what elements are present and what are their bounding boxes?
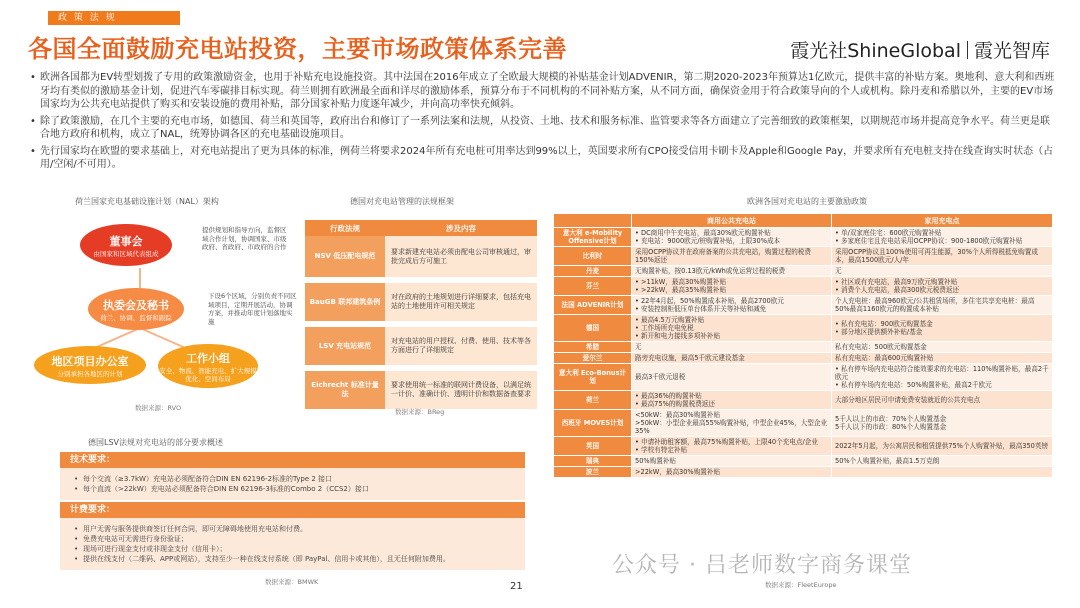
nal-executive-title: 执委会及秘书 bbox=[103, 298, 169, 312]
lsv-pay-item: • 免费充电站可无需进行身份验证； bbox=[74, 534, 511, 544]
eu-home-policy: 采用OCPP协议且100%使用可再生能源，30%个人所得税抵免购置成本，最高1500欧元/人/年 bbox=[832, 247, 1053, 266]
eu-country: 荷兰 bbox=[554, 391, 632, 410]
eu-country: 意大利 Eco-Bonus计划 bbox=[554, 364, 632, 391]
eu-home-policy: • 单/双家庭住宅：600欧元购置补贴 • 多家庭住宅且充电站采用OCPP协议：900-1800欧元购置补贴 bbox=[832, 228, 1053, 247]
eu-table-row bbox=[554, 228, 1053, 247]
nal-board-title: 董事会 bbox=[109, 234, 143, 248]
nal-executive-sub: 荷兰、协调、监督和跟踪 bbox=[100, 313, 172, 322]
eu-commercial-policy: >22kW，最高30%购置补贴 bbox=[632, 467, 832, 478]
eu-home-policy: 无 bbox=[832, 266, 1053, 277]
lsv-tech-item: • 每个交流（≥3.7kW）充电站必须配备符合DIN EN 62196-2标准的Type 2 接口 bbox=[74, 474, 511, 484]
eu-country: 比利时 bbox=[554, 247, 632, 266]
eu-home-policy: 2022年5月起，为公寓居民和租赁提供75%个人购置补贴，最高350英镑 bbox=[832, 437, 1053, 456]
eu-commercial-policy: 无购置补贴，按0.13欧元/kWh或免运营过程的税费 bbox=[632, 266, 832, 277]
eu-commercial-policy: 路旁充电设施，最高5千欧元建设基金 bbox=[632, 353, 832, 364]
eu-country: 希腊 bbox=[554, 342, 632, 353]
eu-header-home: 家用充电点 bbox=[832, 214, 1053, 228]
eu-header-commercial: 商用公共充电站 bbox=[632, 214, 832, 228]
eu-table-row bbox=[554, 353, 1053, 364]
eu-country: 丹麦 bbox=[554, 266, 632, 277]
bullet-incentives: • 欧洲各国都为EV转型划拨了专用的政策激励资金，也用于补贴充电设施投资。其中法国在2016年成立了全欧最大规模的补贴基金计划ADVENIR，第二期2020-2023年预算达1亿欧元，提供丰富的补贴方案。奥地利、意大利和西班牙均有类似的激励基金计划，促进汽车零碳排目标实现。荷兰则拥有欧洲最全面和详尽的激励体系，预算分布于不同机构的不同补贴方案，从不同方面，确保资金用于符合政策导向的个人或机构。除丹麦和希腊以外，主要的EV市场国家均为公共充电站提供了购买和安装设施的费用补贴，部分国家补贴力度逐年减少，并向高功率快充倾斜。 bbox=[28, 71, 1058, 112]
eu-commercial-policy: 50%购置补贴 bbox=[632, 456, 832, 467]
eu-table-row bbox=[554, 266, 1053, 277]
eu-table-header bbox=[554, 214, 1053, 228]
nal-regional-office-sub: 分别承担各地区的计划 bbox=[57, 369, 123, 378]
eu-home-policy: 私有充电站：500欧元购置基金 bbox=[832, 342, 1053, 353]
de-caption: 德国对充电站管理的法规框架 bbox=[350, 197, 454, 206]
eu-incentive-table bbox=[553, 213, 1053, 478]
eu-country: 瑞典 bbox=[554, 456, 632, 467]
eu-country: 法国 ADVENIR计划 bbox=[554, 296, 632, 315]
eu-commercial-policy: <50kW：最高30%购置补贴 >50kW：小型企业最高55%购置补贴，中型企业45%，大型企业35% bbox=[632, 410, 832, 437]
nal-board-node bbox=[80, 224, 172, 266]
nal-regional-office-node bbox=[34, 346, 146, 384]
eu-commercial-policy: • 22年4月起，50%购置成本补贴，最高2700欧元 • 安装控制柜低压单台体系开关等补贴和减免 bbox=[632, 296, 832, 315]
de-law-content: 要求新建充电站必须由配电公司审核通过，审批完成后方可施工 bbox=[385, 236, 537, 280]
eu-table-row bbox=[554, 247, 1053, 266]
de-header-content: 涉及内容 bbox=[385, 220, 537, 236]
nal-source: 数据来源：RVO bbox=[135, 404, 182, 412]
nal-caption: 荷兰国家充电基础设施计划（NAL）架构 bbox=[75, 197, 219, 206]
eu-caption: 欧洲各国对充电站的主要激励政策 bbox=[747, 197, 867, 206]
logo-zhiku: 霞光智库 bbox=[973, 40, 1050, 62]
eu-table-row bbox=[554, 437, 1053, 456]
section-tag: 政 策 法 规 bbox=[48, 11, 180, 25]
de-regulation-table bbox=[305, 220, 537, 415]
eu-home-policy: 大部分地区居民可申请免费安装就近的公共充电点 bbox=[832, 391, 1053, 410]
de-table-body bbox=[305, 236, 537, 412]
lsv-pay-item: • 现场可进行现金支付或非现金支付（信用卡）； bbox=[74, 544, 511, 554]
eu-source: 数据来源：FleetEurope bbox=[765, 581, 837, 589]
de-law-name: BauGB 联邦建筑条例 bbox=[305, 280, 385, 324]
nal-executive-node bbox=[88, 288, 184, 330]
logo-shineglobal: 霞光社ShineGlobal bbox=[790, 40, 961, 62]
de-law-name: LSV 充电站规范 bbox=[305, 324, 385, 368]
page-number: 21 bbox=[510, 581, 523, 592]
lsv-pay-box bbox=[60, 502, 525, 570]
eu-home-policy: 个人充电桩：最高960欧元/公共租赁场所，多住宅共享充电桩：最高50%最高1160欧元的购置成本补贴 bbox=[832, 296, 1053, 315]
eu-commercial-policy: 采用OCPP协议并在政府备案的公共充电站，购置过程的税费150%返还 bbox=[632, 247, 832, 266]
eu-country: 意大利 e-Mobility Offensive计划 bbox=[554, 228, 632, 247]
lsv-tech-item: • 每个直流（>22kW）充电站必须配备符合DIN EN 62196-3标准的Combo 2（CCS2）接口 bbox=[74, 484, 511, 494]
lsv-pay-item: • 用户无需与服务提供商签订任何合同，即可无障碍地使用充电站和付费。 bbox=[74, 524, 511, 534]
de-law-name: Eichrecht 标准计量法 bbox=[305, 368, 385, 412]
eu-header-country bbox=[554, 214, 632, 228]
page-title: 各国全面鼓励充电站投资，主要市场政策体系完善 bbox=[28, 35, 567, 63]
eu-table-row bbox=[554, 456, 1053, 467]
eu-home-policy: • 私有充电站：900欧元购置基金 • 部分地区提供额外补贴/基金 bbox=[832, 315, 1053, 342]
eu-table-row bbox=[554, 391, 1053, 410]
eu-country: 英国 bbox=[554, 437, 632, 456]
lsv-pay-item: • 提供在线支付（二维码、APP或网站），支持至少一种在线支付系统（即 PayPal、信用卡或其他），且无任何附加费用。 bbox=[74, 554, 511, 564]
brand-logo bbox=[790, 36, 1050, 63]
de-law-content: 要求使用统一标准的联网计费设备，以满足统一计价、准确计价、透明计价和数据备查要求 bbox=[385, 368, 537, 412]
de-header-law: 行政法规 bbox=[305, 220, 385, 236]
de-law-content: 对在政府的土地规划进行详细要求，包括充电站的土地使用许可相关规定 bbox=[385, 280, 537, 324]
lsv-pay-list bbox=[60, 518, 525, 570]
eu-commercial-policy: • DC商用中午充电站，最高30%欧元购置补贴 • 充电站：9000欧元/桩购置补贴，上限30%成本 bbox=[632, 228, 832, 247]
watermark: 公众号 · 吕老师数字商务课堂 bbox=[612, 553, 912, 578]
eu-home-policy: 私有充电站：最高600元购置补贴 bbox=[832, 353, 1053, 364]
eu-home-policy bbox=[832, 467, 1053, 478]
eu-table-row bbox=[554, 467, 1053, 478]
logo-divider bbox=[967, 41, 968, 59]
nal-board-sub: 由国家和区域代表组成 bbox=[93, 249, 159, 258]
eu-commercial-policy: • 最高36%的购置补贴 • 最高75%的购置税费返还 bbox=[632, 391, 832, 410]
eu-home-policy: • 私有停车场内充电站符合能效要求的充电站：110%购置补贴，最高2千欧元 • 私有停车场内充电站：50%购置补贴，最高2千欧元 bbox=[832, 364, 1053, 391]
bullet-standards: • 先行国家均在欧盟的要求基础上，对充电站提出了更为具体的标准，例荷兰将要求2024年所有充电桩可用率达到99%以上，英国要求所有CPO接受信用卡刷卡及Apple和Google Pay，并要求所有充电桩支持在线查询实时状态（占用/空闲/不可用）。 bbox=[28, 145, 1058, 172]
lsv-source: 数据来源：BMWK bbox=[265, 578, 319, 586]
nal-working-group-node bbox=[158, 344, 258, 388]
eu-table-row bbox=[554, 296, 1053, 315]
de-source: 数据来源：BReg bbox=[395, 408, 445, 416]
nal-regional-office-title: 地区项目办公室 bbox=[51, 354, 129, 368]
eu-commercial-policy: • 申请补助租客额，最高75%购置补贴，上限40个充电点/企业 • 学校有特定补贴 bbox=[632, 437, 832, 456]
eu-country: 爱尔兰 bbox=[554, 353, 632, 364]
eu-table-row bbox=[554, 277, 1053, 296]
de-table-row bbox=[305, 324, 537, 368]
eu-commercial-policy: 最高3千欧元退税 bbox=[632, 364, 832, 391]
nal-executive-note: 下设6个区域，分别负责不同区域项目，定期开展活动，协调方案，并推动年度计划落地实施 bbox=[208, 292, 297, 326]
eu-table-body bbox=[554, 228, 1053, 478]
de-table-row bbox=[305, 368, 537, 412]
eu-table-row bbox=[554, 342, 1053, 353]
de-table-header bbox=[305, 220, 537, 236]
lsv-tech-list bbox=[60, 468, 525, 500]
lsv-caption: 德国LSV法规对充电站的部分要求概述 bbox=[88, 438, 224, 447]
eu-commercial-policy: • 最高4.5万元购置补贴 • 工作场所充电免税 • 新开和电力接线多项补补贴 bbox=[632, 315, 832, 342]
lsv-tech-head: 技术要求： bbox=[60, 452, 525, 468]
eu-home-policy: 50%个人购置补贴，最高1.5万克朗 bbox=[832, 456, 1053, 467]
de-table-row bbox=[305, 280, 537, 324]
de-law-name: NSV 低压配电规范 bbox=[305, 236, 385, 280]
eu-table-row bbox=[554, 410, 1053, 437]
eu-country: 芬兰 bbox=[554, 277, 632, 296]
eu-home-policy: • 社区或有充电站，最高9万欧元购置补贴 • 消费个人充电站，最高300欧元税费返还 bbox=[832, 277, 1053, 296]
summary-bullets bbox=[28, 71, 1058, 175]
eu-country: 波兰 bbox=[554, 467, 632, 478]
eu-country: 西班牙 MOVES计划 bbox=[554, 410, 632, 437]
nal-board-note: 提供规划和指导方向，监督区域合作计划，协调国家、市级政府、省政府、市政府的合作 bbox=[202, 226, 287, 251]
eu-table-row bbox=[554, 364, 1053, 391]
eu-home-policy: 5千人以上的市政：70%个人购置基金 5千人以下的市政：80%个人购置基金 bbox=[832, 410, 1053, 437]
de-table-row bbox=[305, 236, 537, 280]
eu-commercial-policy: 无 bbox=[632, 342, 832, 353]
nal-working-group-title: 工作小组 bbox=[186, 351, 230, 365]
eu-table-row bbox=[554, 315, 1053, 342]
bullet-regulations: • 除了政策激励，在几个主要的充电市场，如德国、荷兰和英国等，政府出台和修订了一系列法案和法规，从投资、土地、技术和服务标准、监管要求等各方面建立了完善细致的政策框架，以期规范市场并提高竞争水平。荷兰更是联合地方政府和机构，成立了NAL，统筹协调各区的充电基础设施项目。 bbox=[28, 115, 1058, 142]
nal-working-group-sub: 安全、物流、智能充电、扩大规模优化、空间布局 bbox=[159, 366, 257, 383]
eu-commercial-policy: • >11kW，最高30%购置补贴 • >22kW，最高35%购置补贴 bbox=[632, 277, 832, 296]
eu-country: 德国 bbox=[554, 315, 632, 342]
lsv-pay-head: 计费要求： bbox=[60, 502, 525, 518]
lsv-tech-box bbox=[60, 452, 525, 500]
de-law-content: 对充电站的用户授权、付费、使用、技术等各方面进行了详细规定 bbox=[385, 324, 537, 368]
